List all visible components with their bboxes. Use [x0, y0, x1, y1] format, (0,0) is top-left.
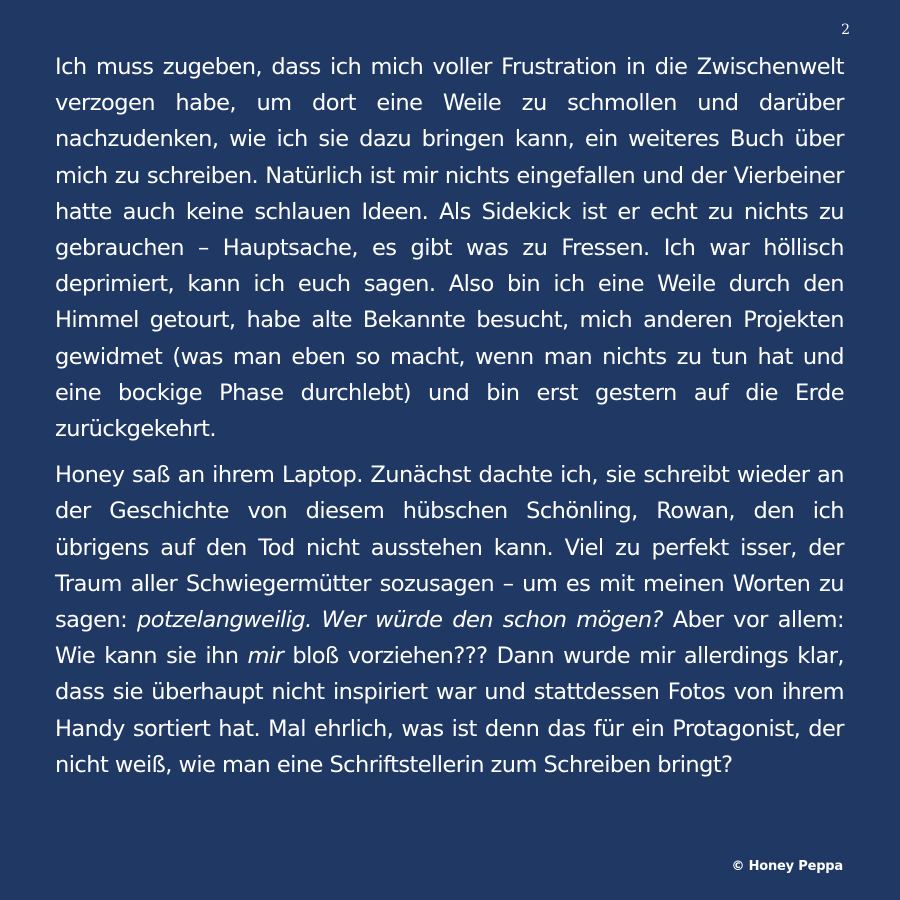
page-number: 2: [841, 22, 850, 38]
paragraph-1: [55, 49, 844, 447]
paragraph-2-segment-3: Aber vor allem: Wie kann sie ihn: [55, 607, 845, 670]
paragraph-2-italic-segment-1: potzelangweilig. Wer würde den schon mögen?: [137, 607, 663, 634]
body-text: [55, 49, 844, 783]
paragraph-2: [55, 457, 844, 783]
copyright-notice: © Honey Peppa: [731, 859, 843, 874]
paragraph-2-segment-1: Honey saß an ihrem Laptop. Zunächst dachte ich, sie schreibt wieder an der Geschichte von diesem hübschen Schönling, Rowan, den ich übrigens auf den Tod nicht ausstehen kann. Viel zu perfekt isser, der Traum aller Schwiegermütter sozusagen – um es mit meinen Worten zu sagen:: [55, 462, 844, 634]
paragraph-2-italic-segment-2: mir: [247, 643, 284, 670]
paragraph-2-segment-5: bloß vorziehen??? Dann wurde mir allerdings klar, dass sie überhaupt nicht inspiriert war und stattdessen Fotos von ihrem Handy sortiert hat. Mal ehrlich, was ist denn das für ein Protagonist, der nicht weiß, wie man eine Schriftstellerin zum Schreiben bringt?: [55, 643, 844, 778]
paragraph-1-segment-1: Ich muss zugeben, dass ich mich voller Frustration in die Zwischenwelt verzogen habe, um dort eine Weile zu schmollen und darüber nachzudenken, wie ich sie dazu bringen kann, ein weiteres Buch über mich zu schreiben. Natürlich ist mir nichts eingefallen und der Vierbeiner hatte auch keine schlauen Ideen. Als Sidekick ist er echt zu nichts zu gebrauchen – Hauptsache, es gibt was zu Fressen. Ich war höllisch deprimiert, kann ich euch sagen. Also bin ich eine Weile durch den Himmel getourt, habe alte Bekannte besucht, mich anderen Projekten gewidmet (was man eben so macht, wenn man nichts zu tun hat und eine bockige Phase durchlebt) und bin erst gestern auf die Erde zurückgekehrt.: [55, 54, 844, 443]
